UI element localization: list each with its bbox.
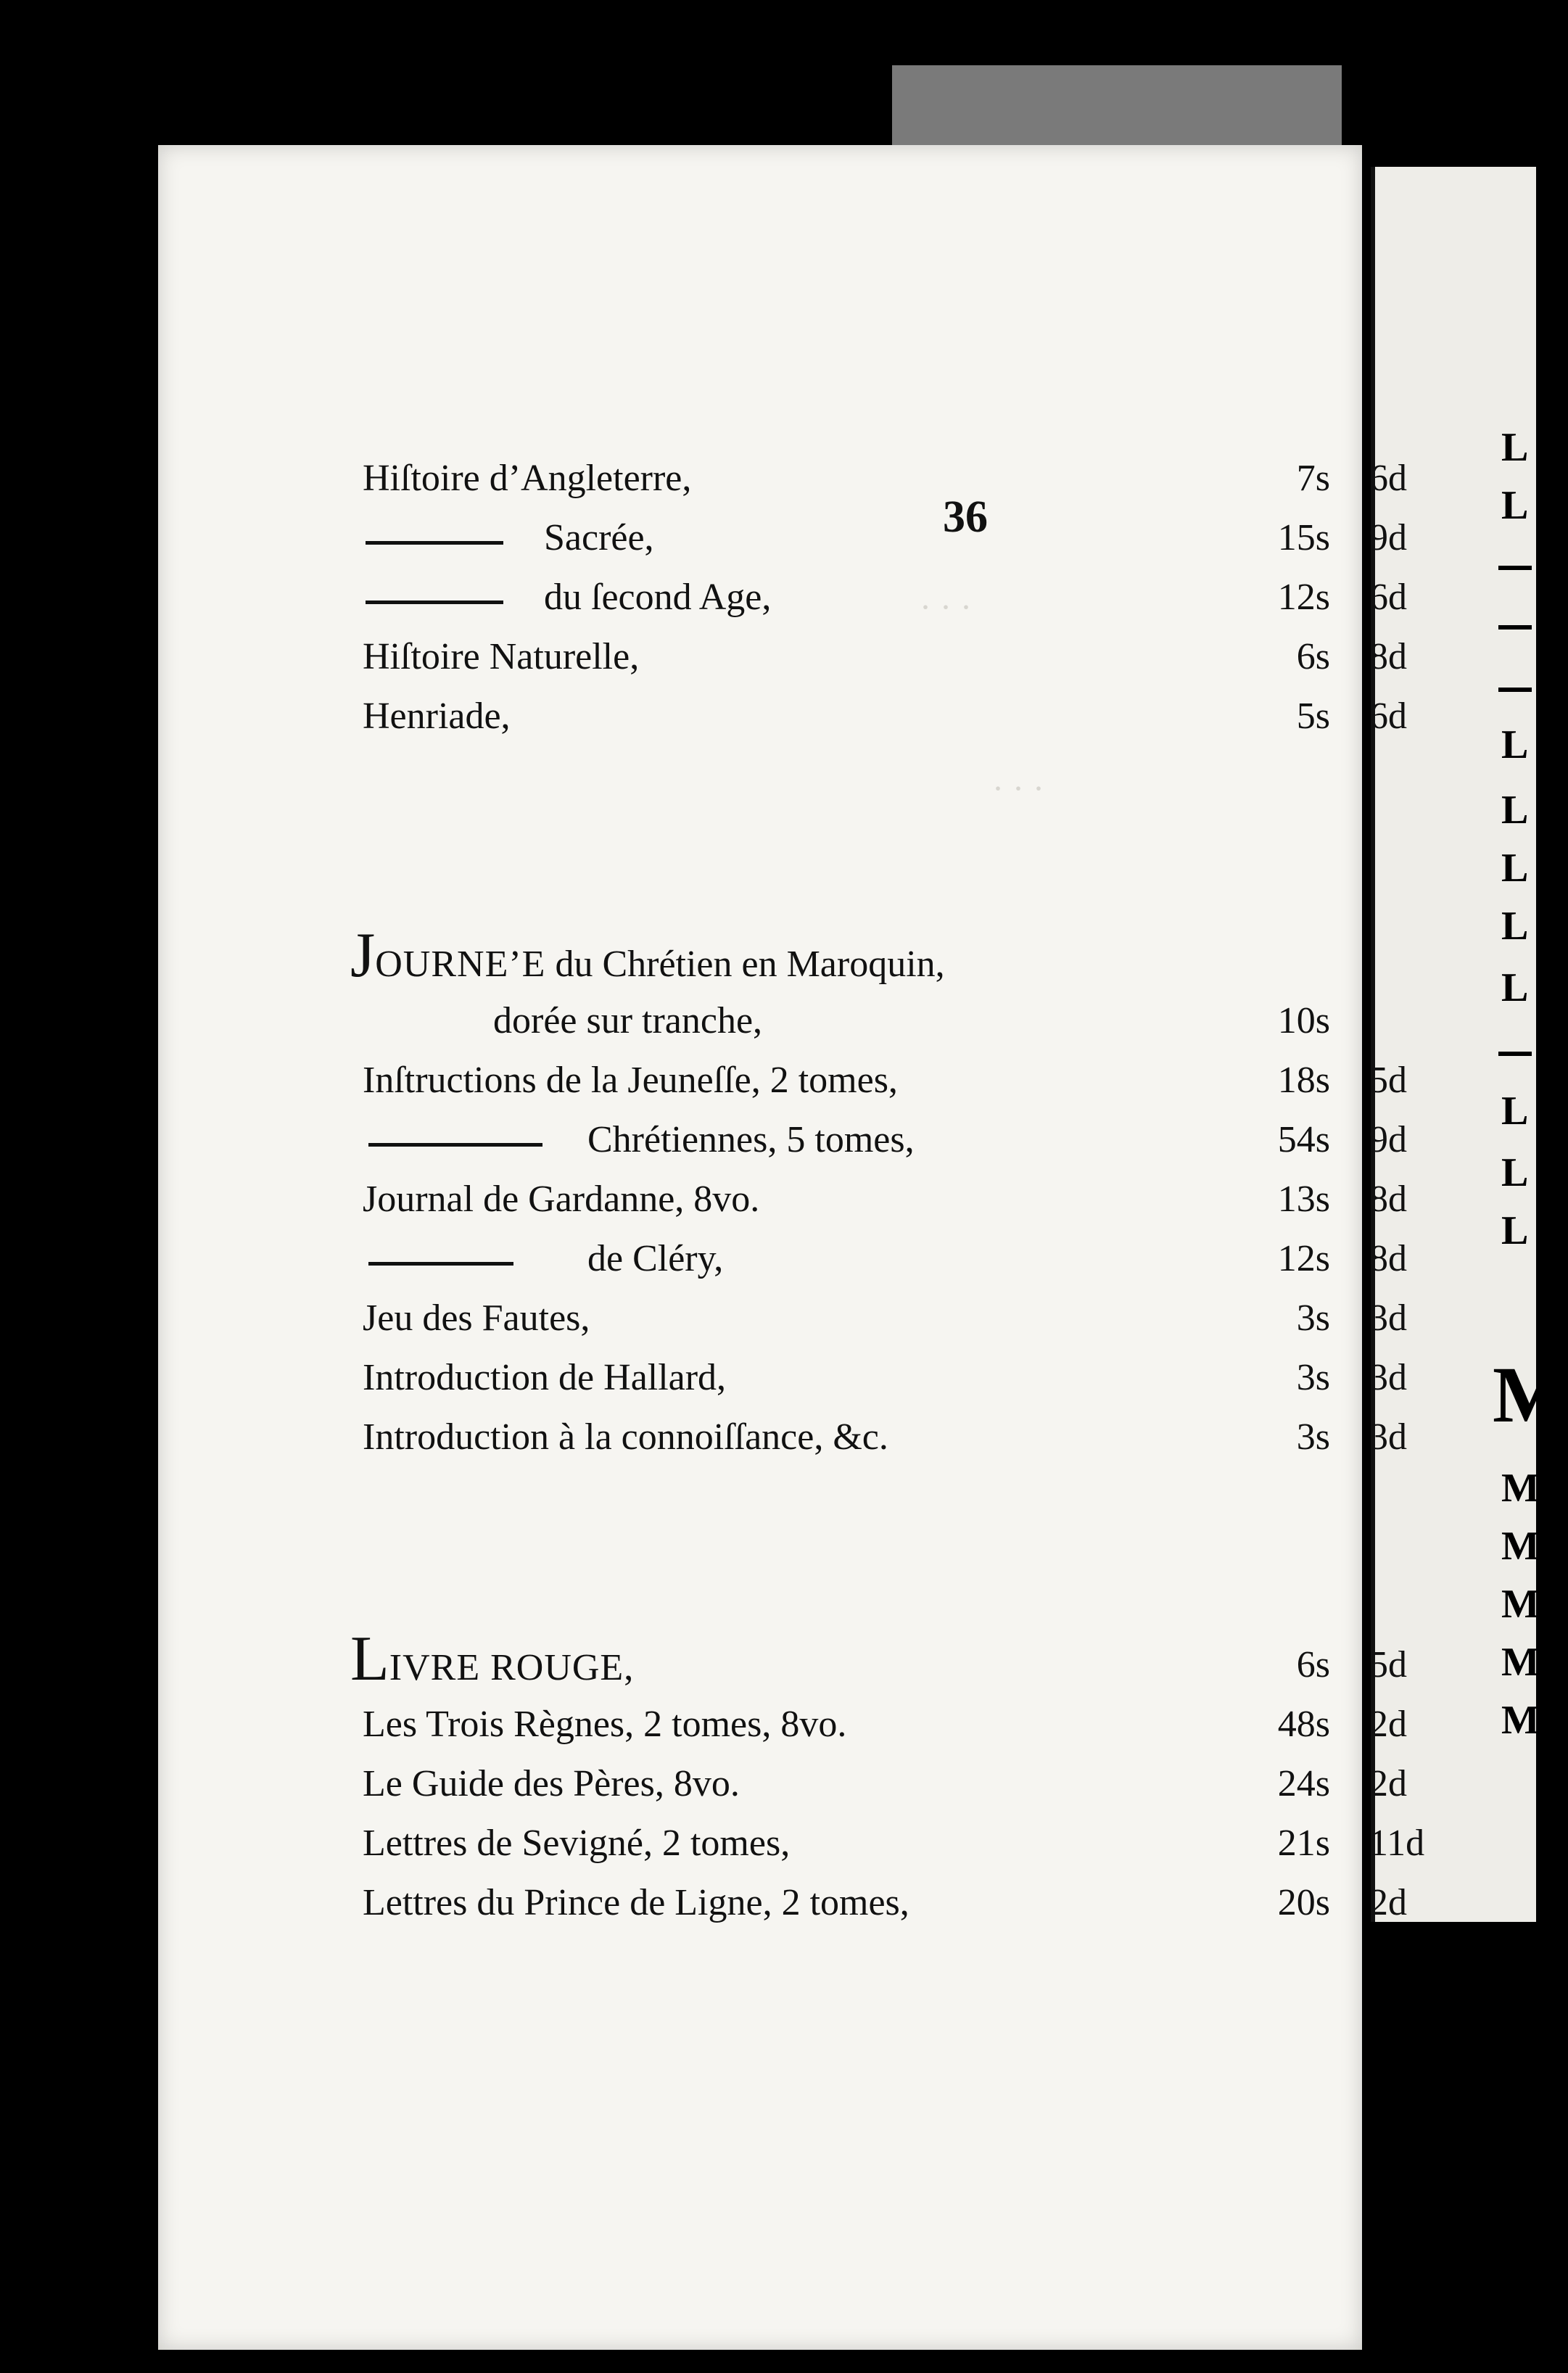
price-shillings: 13s [1277,1179,1330,1220]
item-title [363,1059,898,1102]
item-title [363,1881,909,1924]
edge-letter: L [1501,846,1529,891]
price-shillings: 21s [1277,1823,1330,1864]
edge-letter: L [1501,788,1529,833]
ditto-rule [366,541,503,545]
list-item [158,695,1407,751]
section-initial: L [350,1624,389,1694]
item-text: Hiſtoire d’Angleterre, [363,458,692,499]
item-title [363,1822,790,1865]
price-pence: 9d [1369,1119,1407,1160]
price-pence: 2d [1369,1704,1407,1745]
price-shillings: 5s [1296,696,1330,737]
price-pence: 5d [1369,1060,1407,1101]
item-title [493,999,762,1042]
item-title [363,695,511,738]
price-pence: 3d [1369,1357,1407,1398]
item-text: Hiſtoire Naturelle, [363,636,640,677]
price-shillings: 3s [1296,1357,1330,1398]
list-item [158,1822,1425,1878]
list-item [158,1356,1407,1413]
item-title [587,1237,723,1280]
list-item [158,635,1407,692]
price-shillings: 15s [1277,517,1330,558]
edge-dash [1498,688,1532,692]
item-text: Lettres du Prince de Ligne, 2 tomes, [363,1882,909,1923]
price-pence: 9d [1369,517,1407,558]
page-number: 36 [943,492,988,542]
section-heading: OURNE’E [375,944,546,985]
list-item [158,1703,1407,1759]
price-pence: 6d [1369,696,1407,737]
ditto-rule [368,1262,513,1266]
price-shillings: 3s [1296,1416,1330,1458]
price-shillings: 10s [1277,1000,1330,1041]
item-title [363,1178,759,1221]
list-item [158,1624,1407,1700]
ditto-rule [368,1143,542,1147]
item-text: du Chrétien en Maroquin, [545,944,945,985]
edge-letter: M [1501,1698,1540,1743]
item-text: Le Guide des Pères, 8vo. [363,1763,740,1804]
list-item [158,1416,1407,1472]
price-shillings: 12s [1277,1238,1330,1279]
list-item [158,1118,1407,1175]
edge-letter: M [1501,1640,1540,1685]
item-text: du ſecond Age, [544,577,772,618]
price-pence: 2d [1369,1882,1407,1923]
item-text: Inſtructions de la Jeuneſſe, 2 tomes, [363,1060,898,1101]
price-pence: 11d [1369,1823,1425,1864]
item-title [363,1356,726,1399]
item-title [363,635,639,678]
edge-letter: L [1501,904,1529,949]
price-pence: 8d [1369,636,1407,677]
item-text: Lettres de Sevigné, 2 tomes, [363,1823,791,1864]
price-pence: 5d [1369,1644,1407,1685]
item-title [587,1118,915,1161]
item-text: Introduction à la connoiſſance, &c. [363,1416,888,1458]
price-shillings: 12s [1277,577,1330,618]
edge-letter: L [1501,483,1529,528]
list-item [158,1237,1407,1294]
price-pence: 2d [1369,1763,1407,1804]
list-item [158,1178,1407,1234]
price-shillings: 7s [1296,458,1330,499]
list-item [158,576,1407,632]
item-text: Chrétiennes, 5 tomes, [587,1119,915,1160]
price-pence: 6d [1369,577,1407,618]
section-initial: J [350,920,376,991]
item-text: Jeu des Fautes, [363,1297,590,1339]
price-pence: 3d [1369,1416,1407,1458]
section-heading: IVRE ROUGE, [389,1647,635,1688]
ditto-rule [366,601,503,604]
item-text: de Cléry, [587,1238,724,1279]
item-text: Journal de Gardanne, 8vo. [363,1179,760,1220]
item-title [363,1762,740,1805]
item-title [350,920,945,991]
item-text: Introduction de Hallard, [363,1357,727,1398]
list-item [158,516,1407,573]
list-item [158,1297,1407,1353]
price-shillings: 20s [1277,1882,1330,1923]
list-item [158,1762,1407,1819]
list-item [158,1059,1407,1115]
item-text: Les Trois Règnes, 2 tomes, 8vo. [363,1704,847,1745]
scan-background-strip [892,65,1342,145]
edge-letter: L [1501,722,1529,767]
list-item [158,999,1362,1056]
edge-dash [1498,1052,1532,1056]
item-title [363,1703,846,1746]
list-item [158,920,1362,996]
item-title [350,1624,635,1694]
item-title [363,1297,590,1340]
item-title [363,457,691,500]
edge-letter: M [1493,1350,1568,1439]
price-pence: 6d [1369,458,1407,499]
edge-letter: L [1501,1150,1529,1195]
price-shillings: 18s [1277,1060,1330,1101]
price-pence: 3d [1369,1297,1407,1339]
price-shillings: 3s [1296,1297,1330,1339]
price-pence: 8d [1369,1238,1407,1279]
edge-letter: L [1501,1089,1529,1134]
edge-dash [1498,566,1532,570]
edge-letter: M [1501,1524,1540,1569]
price-shillings: 24s [1277,1763,1330,1804]
edge-letter: L [1501,425,1529,470]
item-text: Sacrée, [544,517,654,558]
list-item [158,457,1407,513]
item-text: dorée sur tranche, [493,1000,763,1041]
price-shillings: 6s [1296,636,1330,677]
item-title [363,1416,888,1458]
price-pence: 8d [1369,1179,1407,1220]
item-title [544,516,654,559]
price-shillings: 48s [1277,1704,1330,1745]
edge-letter: M [1501,1582,1540,1627]
edge-dash [1498,625,1532,630]
item-text: Henriade, [363,696,511,737]
price-shillings: 54s [1277,1119,1330,1160]
edge-letter: L [1501,1208,1529,1253]
book-page: 36 · · · · · · Hiſtoire d’Angleterre, 7s 6d Sacrée, 15s 9d du ſecond Age, 12s 6d Hiſtoire Naturelle, 6s 8d Henriade, 5s 6d JOURNE’E du Chrétien en Maroquin, dorée sur tranche, 10s Inſtructions de la Jeuneſſe, 2 tomes, 18s 5d Chrétiennes, 5 tomes, 54s 9d Journal de Gardanne, 8vo. 13s 8d de Cléry, 12s 8d Jeu des Fautes, 3s 3d Introduction de Hallard, 3s 3d Introduction à la connoiſſance, &c. 3s 3d LIVRE ROUGE, 6s 5d Les Trois Règnes, 2 tomes, 8vo. 48s 2d Le Guide des Pères, 8vo. 24s 2d Lettres de Sevigné, 2 tomes, 21s 11d Lettres du Prince de Ligne, 2 tomes, 20s 2d [158,145,1362,2350]
list-item [158,1881,1407,1938]
price-shillings: 6s [1296,1644,1330,1685]
edge-letter: M [1501,1466,1540,1511]
edge-letter: L [1501,965,1529,1010]
item-title [544,576,771,619]
